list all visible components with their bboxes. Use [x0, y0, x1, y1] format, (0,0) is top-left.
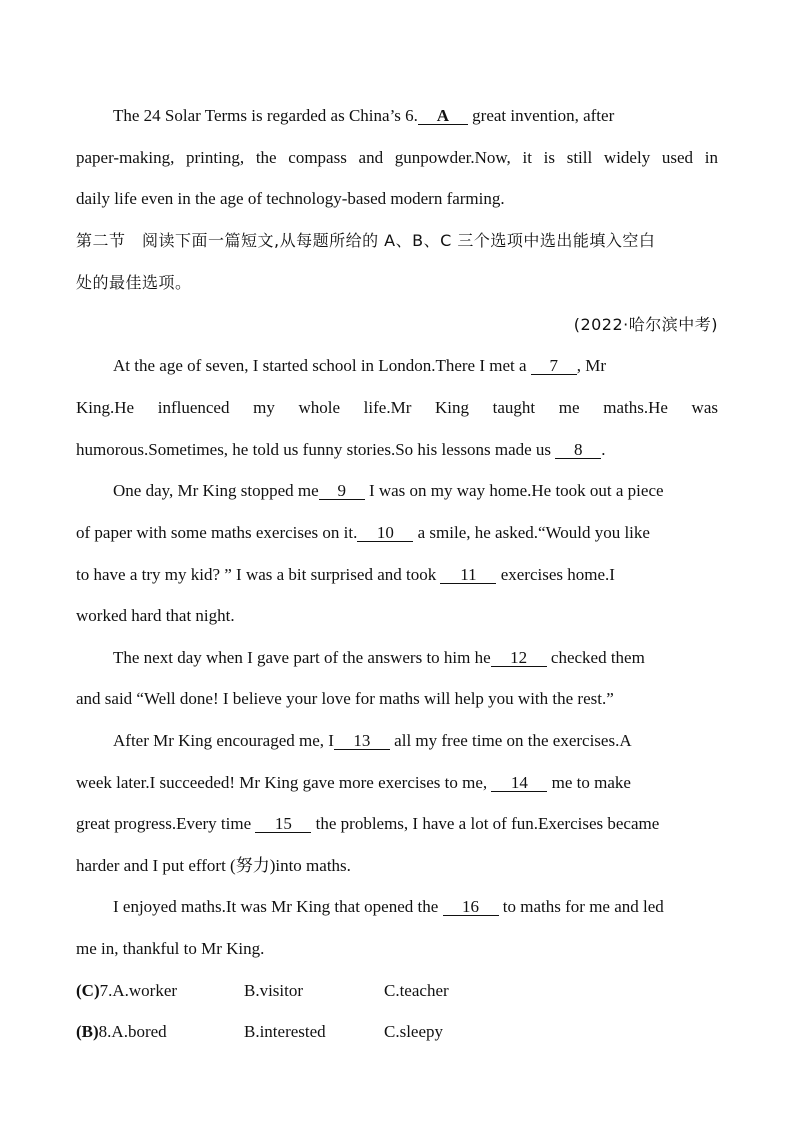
paragraph-line [76, 522, 650, 544]
text: exercises home.I [496, 565, 615, 584]
paragraph-line: King.He influenced my whole life.Mr King taught me maths.He was [76, 398, 718, 417]
paragraph-line [113, 730, 632, 752]
text: I was on my way home.He took out a piece [364, 481, 664, 500]
question-7 [76, 980, 177, 1002]
paragraph-line: worked hard that night. [76, 606, 235, 625]
source-note: (2022·哈尔滨中考) [573, 315, 718, 334]
question-number: 8. [98, 1022, 112, 1041]
paragraph-line [113, 105, 614, 127]
blank-10: 10 [357, 525, 413, 542]
paragraph-line [113, 355, 606, 377]
option-b: B.visitor [244, 981, 304, 1000]
section-heading: 第二节 阅读下面一篇短文,从每题所给的 A、B、C 三个选项中选出能填入空白 [76, 231, 656, 250]
text: One day, Mr King stopped me [113, 481, 319, 500]
text: At the age of seven, I started school in London.There I met a [113, 356, 531, 375]
paragraph-line [113, 647, 645, 669]
text: me to make [547, 773, 631, 792]
text: . [601, 440, 606, 459]
answer-label: (B) [76, 1022, 99, 1041]
answer-blank: A [418, 108, 468, 125]
paragraph-line [76, 439, 606, 461]
paragraph-line: and said “Well done! I believe your love for maths will help you with the rest.” [76, 689, 614, 708]
paragraph-line [76, 564, 615, 586]
section-heading-cont: 处的最佳选项。 [76, 273, 192, 292]
paragraph-line: me in, thankful to Mr King. [76, 939, 265, 958]
paragraph-line [113, 480, 664, 502]
text: all my free time on the exercises.A [389, 731, 632, 750]
question-number: 7. [99, 981, 113, 1000]
option-a: A.worker [112, 981, 178, 1000]
text: great progress.Every time [76, 814, 256, 833]
paragraph-line [76, 772, 631, 794]
text: of paper with some maths exercises on it. [76, 523, 358, 542]
option-c: C.sleepy [384, 1022, 444, 1041]
text: to have a try my kid? ” I was a bit surprised and took [76, 565, 441, 584]
blank-7: 7 [531, 358, 577, 375]
text: The next day when I gave part of the answers to him he [113, 648, 491, 667]
option-b: B.interested [244, 1022, 326, 1041]
paragraph-line [76, 813, 659, 835]
text: , Mr [576, 356, 607, 375]
blank-15: 15 [255, 816, 311, 833]
question-8 [76, 1021, 167, 1043]
paragraph-line: paper-making, printing, the compass and gunpowder.Now, it is still widely used in [76, 148, 718, 167]
blank-13: 13 [334, 733, 390, 750]
blank-14: 14 [491, 775, 547, 792]
paragraph-line: daily life even in the age of technology-based modern farming. [76, 189, 505, 208]
paragraph-line [113, 896, 664, 918]
option-c: C.teacher [384, 981, 449, 1000]
blank-8: 8 [555, 442, 601, 459]
option-a: A.bored [111, 1022, 167, 1041]
paragraph-line: harder and I put effort (努力)into maths. [76, 856, 351, 875]
blank-12: 12 [491, 650, 547, 667]
text: After Mr King encouraged me, I [113, 731, 334, 750]
text: a smile, he asked.“Would you like [413, 523, 650, 542]
text: I enjoyed maths.It was Mr King that opened the [113, 897, 443, 916]
text: The 24 Solar Terms is regarded as China’s 6. [113, 106, 418, 125]
text: checked them [546, 648, 645, 667]
blank-9: 9 [319, 483, 365, 500]
text: great invention, after [467, 106, 615, 125]
text: the problems, I have a lot of fun.Exercises became [311, 814, 660, 833]
text: week later.I succeeded! Mr King gave more exercises to me, [76, 773, 492, 792]
blank-11: 11 [440, 567, 496, 584]
text: humorous.Sometimes, he told us funny stories.So his lessons made us [76, 440, 556, 459]
text: to maths for me and led [498, 897, 664, 916]
blank-16: 16 [443, 899, 499, 916]
answer-label: (C) [76, 981, 100, 1000]
